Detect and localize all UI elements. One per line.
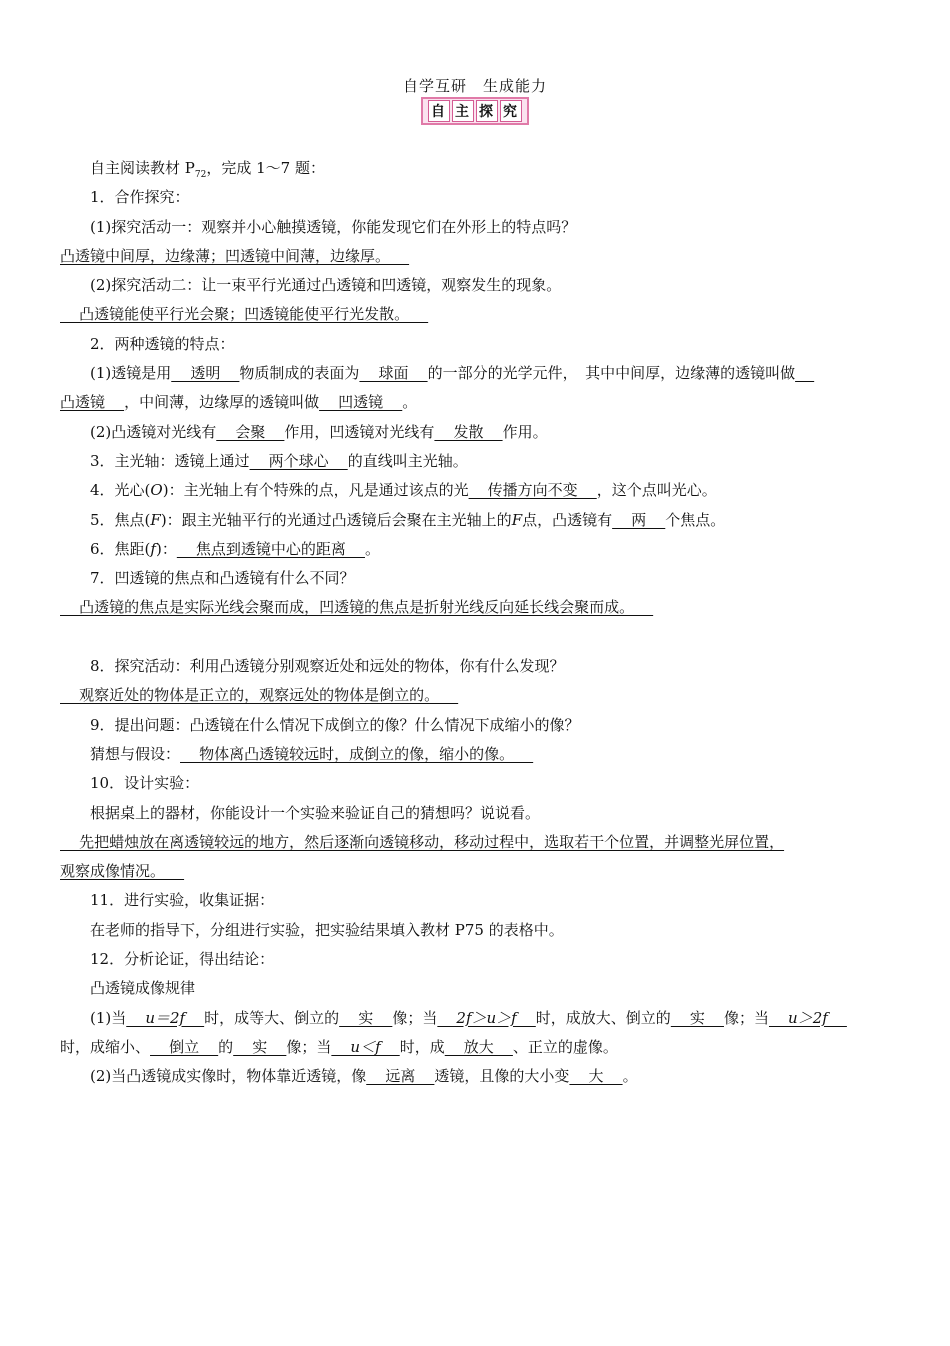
q12-sub: 凸透镜成像规律 <box>90 979 196 998</box>
q7-answer: 凸透镜的焦点是实际光线会聚而成，凹透镜的焦点是折射光线反向延长线会聚而成。 <box>60 598 654 617</box>
q3-line: 3．主光轴：透镜上通过 两个球心 的直线叫主光轴。 <box>90 451 468 470</box>
badge-char: 究 <box>500 100 522 122</box>
q12-line1: (1)当 u＝2f 时，成等大、倒立的 实 像；当 2f＞u＞f 时，成放大、倒立的 实 像；当 u＞2f <box>90 1008 847 1027</box>
q11-text: 在老师的指导下，分组进行实验，把实验结果填入教材 P75 的表格中。 <box>90 920 564 939</box>
section-title: 自学互研 生成能力 <box>402 77 547 95</box>
q2-head: 2．两种透镜的特点： <box>90 334 235 353</box>
q1-b-text: (2)探究活动二：让一束平行光通过凸透镜和凹透镜，观察发生的现象。 <box>90 276 562 295</box>
spacer <box>60 623 910 652</box>
q4-line: 4．光心(O)：主光轴上有个特殊的点，凡是通过该点的光 传播方向不变 ，这个点叫光心。 <box>90 481 717 500</box>
q9-head: 9．提出问题：凸透镜在什么情况下成倒立的像？什么情况下成缩小的像？ <box>90 715 580 734</box>
q1-a-answer: 凸透镜中间厚，边缘薄；凹透镜中间薄，边缘厚。 <box>60 246 410 265</box>
q8-head: 8．探究活动：利用凸透镜分别观察近处和远处的物体，你有什么发现？ <box>90 657 565 676</box>
q1-head: 1．合作探究： <box>90 188 190 207</box>
q1-b-answer: 凸透镜能使平行光会聚；凹透镜能使平行光发散。 <box>60 305 429 324</box>
q5-line: 5．焦点(F)：跟主光轴平行的光通过凸透镜后会聚在主光轴上的F点，凸透镜有 两 个焦点。 <box>90 510 726 529</box>
q1-a-text: (1)探究活动一：观察并小心触摸透镜，你能发现它们在外形上的特点吗？ <box>90 217 577 236</box>
q2-line1: (1)透镜是用 透明 物质制成的表面为 球面 的一部分的光学元件， 其中中间厚，边缘薄的透镜叫做 <box>90 364 796 383</box>
intro-line: 自主阅读教材 $P_{72}$，完成 1～7 题： <box>90 159 325 180</box>
q6-line: 6．焦距(f)： 焦点到透镜中心的距离 。 <box>90 539 380 558</box>
q10-text: 根据桌上的器材，你能设计一个实验来验证自己的猜想吗？说说看。 <box>90 803 541 822</box>
q11-head: 11．进行实验，收集证据： <box>90 891 275 910</box>
q2-line2: 凸透镜 ，中间薄，边缘厚的透镜叫做 凹透镜 。 <box>60 393 418 412</box>
q12-line3: (2)当凸透镜成实像时，物体靠近透镜，像 远离 透镜，且像的大小变 大 。 <box>90 1067 638 1086</box>
q9-answer: 猜想与假设： 物体离凸透镜较远时，成倒立的像，缩小的像。 <box>90 744 534 763</box>
q7-head: 7．凹透镜的焦点和凸透镜有什么不同？ <box>90 569 355 588</box>
q10-answer-1: 先把蜡烛放在离透镜较远的地方，然后逐渐向透镜移动，移动过程中，选取若干个位置，并调整光屏位置， <box>60 832 785 851</box>
badge-char: 主 <box>452 100 474 122</box>
q12-head: 12．分析论证，得出结论： <box>90 950 275 969</box>
badge-char: 探 <box>476 100 498 122</box>
q2-line3: (2)凸透镜对光线有 会聚 作用，凹透镜对光线有 发散 作用。 <box>90 422 548 441</box>
q10-head: 10．设计实验： <box>90 774 200 793</box>
worksheet-content <box>60 154 910 1092</box>
section-badge <box>421 97 529 125</box>
q8-answer: 观察近处的物体是正立的，观察远处的物体是倒立的。 <box>60 686 459 705</box>
q10-answer-2: 观察成像情况。 <box>60 862 185 881</box>
section-badge-wrap <box>0 97 950 125</box>
badge-char: 自 <box>428 100 450 122</box>
q12-line2: 时，成缩小、 倒立 的 实 像；当 u＜f 时，成 放大 、正立的虚像。 <box>60 1037 618 1056</box>
